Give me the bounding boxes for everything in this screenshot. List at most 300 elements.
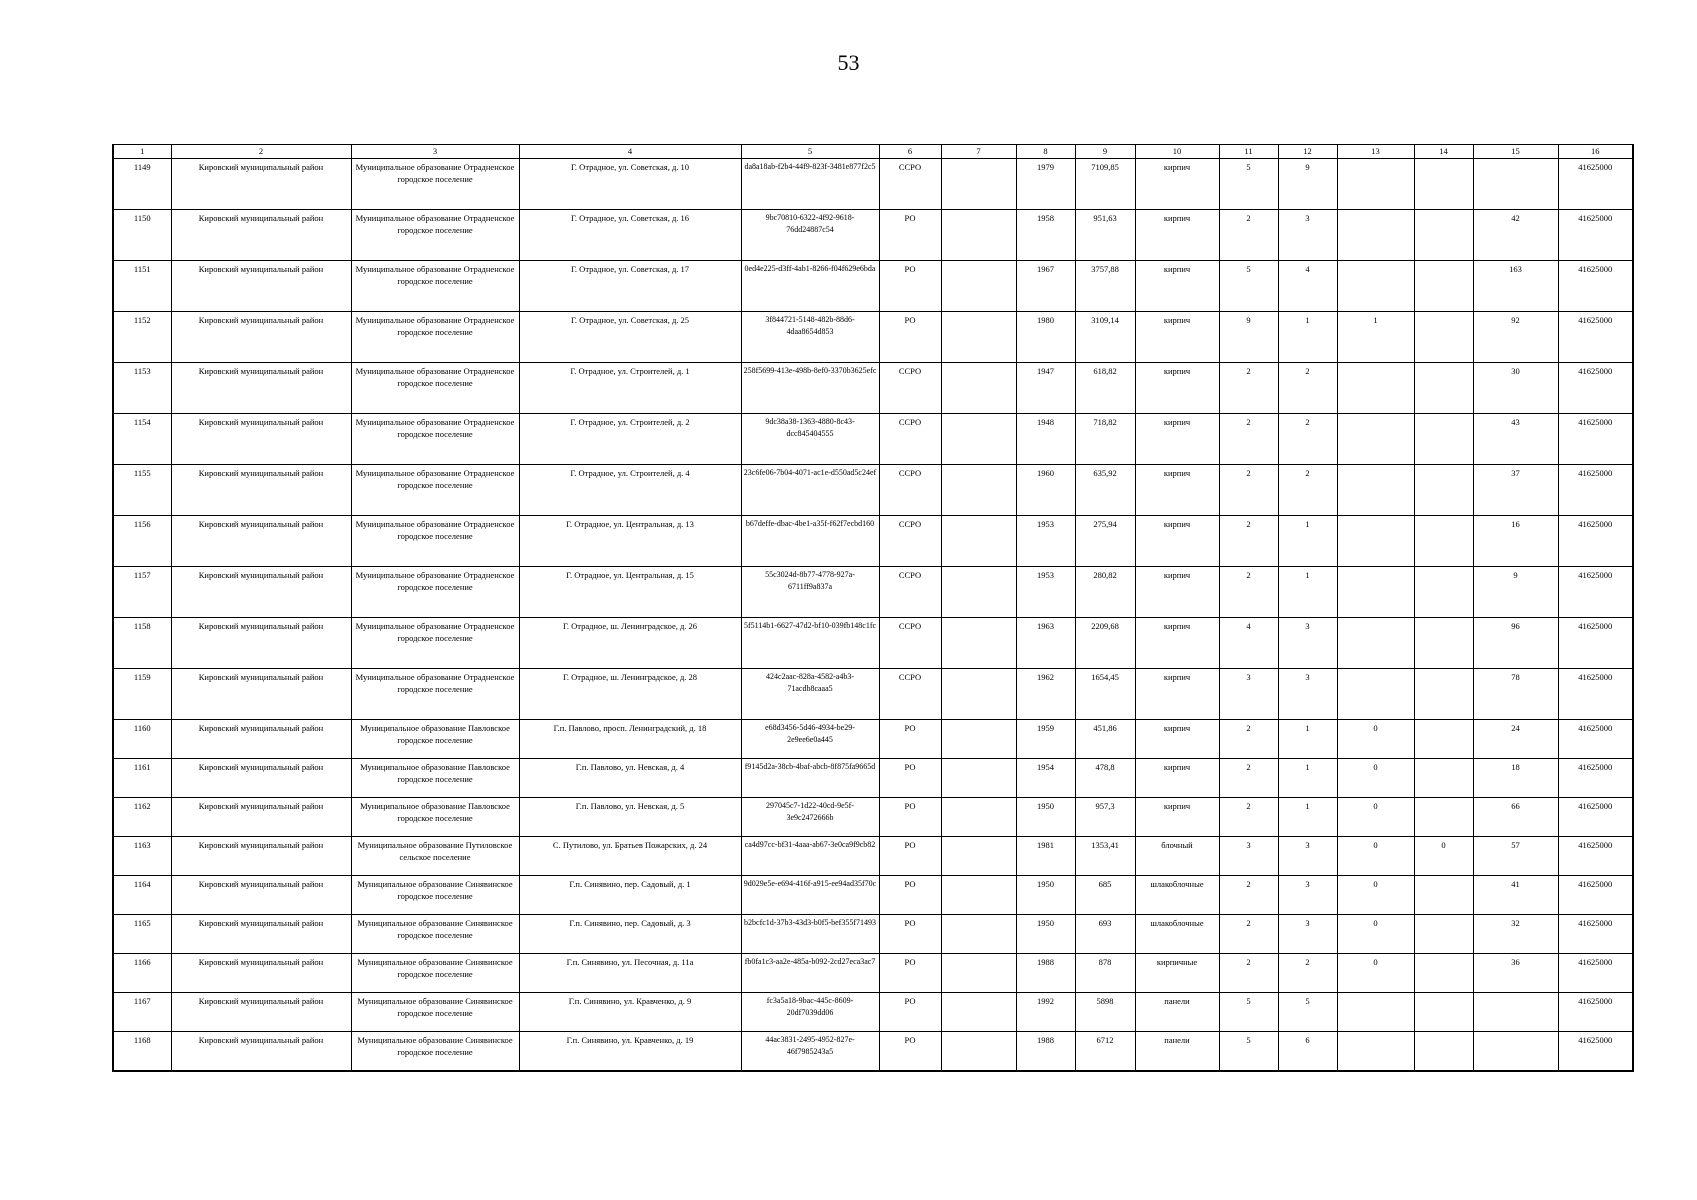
- cell-oktmo-code: 41625000: [1558, 837, 1633, 876]
- cell-oktmo-code: 41625000: [1558, 876, 1633, 915]
- cell-residents: 43: [1473, 414, 1558, 465]
- cell-municipality: Муниципальное образование Отрадненское городское поселение: [351, 669, 519, 720]
- cell-floors: 2: [1219, 876, 1278, 915]
- column-header: 5: [741, 145, 879, 159]
- cell-management-form: РО: [879, 915, 941, 954]
- cell-build-year: 1963: [1016, 618, 1075, 669]
- cell-area: 957,3: [1075, 798, 1135, 837]
- table-row: [113, 567, 1633, 618]
- cell-floors: 5: [1219, 261, 1278, 312]
- table-row: [113, 720, 1633, 759]
- cell-district: Кировский муниципальный район: [171, 516, 351, 567]
- cell-record-number: 1168: [113, 1032, 171, 1072]
- column-header: 16: [1558, 145, 1633, 159]
- cell-entrances: 1: [1278, 720, 1337, 759]
- cell-oktmo-code: 41625000: [1558, 465, 1633, 516]
- cell-address: Г. Отрадное, ул. Центральная, д. 13: [519, 516, 741, 567]
- cell-address: Г.п. Синявино, ул. Песочная, д. 11а: [519, 954, 741, 993]
- cell-oktmo-code: 41625000: [1558, 414, 1633, 465]
- cell-col-14: [1414, 312, 1473, 363]
- cell-municipality: Муниципальное образование Синявинское городское поселение: [351, 1032, 519, 1072]
- cell-wall-material: кирпичные: [1135, 954, 1219, 993]
- cell-residents: 42: [1473, 210, 1558, 261]
- cell-management-form: ССРО: [879, 363, 941, 414]
- cell-residents: 9: [1473, 567, 1558, 618]
- cell-area: 618,82: [1075, 363, 1135, 414]
- cell-col-7: [941, 798, 1016, 837]
- column-header: 6: [879, 145, 941, 159]
- cell-record-number: 1157: [113, 567, 171, 618]
- cell-oktmo-code: 41625000: [1558, 159, 1633, 210]
- cell-col-7: [941, 993, 1016, 1032]
- cell-house-guid: 23c6fe06-7b04-4071-ac1e-d550ad5c24ef: [741, 465, 879, 516]
- cell-area: 275,94: [1075, 516, 1135, 567]
- cell-floors: 2: [1219, 465, 1278, 516]
- cell-residents: [1473, 159, 1558, 210]
- cell-build-year: 1950: [1016, 876, 1075, 915]
- table-row: [113, 261, 1633, 312]
- cell-area: 5898: [1075, 993, 1135, 1032]
- column-header: 14: [1414, 145, 1473, 159]
- cell-residents: 57: [1473, 837, 1558, 876]
- cell-col-14: 0: [1414, 837, 1473, 876]
- cell-col-7: [941, 618, 1016, 669]
- cell-col-14: [1414, 915, 1473, 954]
- cell-oktmo-code: 41625000: [1558, 798, 1633, 837]
- cell-residents: 41: [1473, 876, 1558, 915]
- cell-house-guid: 44ac3831-2495-4952-827e-46f7985243a5: [741, 1032, 879, 1072]
- column-header: 10: [1135, 145, 1219, 159]
- cell-build-year: 1988: [1016, 954, 1075, 993]
- cell-col-14: [1414, 669, 1473, 720]
- cell-record-number: 1159: [113, 669, 171, 720]
- cell-district: Кировский муниципальный район: [171, 465, 351, 516]
- cell-col-14: [1414, 876, 1473, 915]
- cell-floors: 5: [1219, 1032, 1278, 1072]
- column-header: 7: [941, 145, 1016, 159]
- cell-district: Кировский муниципальный район: [171, 1032, 351, 1072]
- cell-floors: 4: [1219, 618, 1278, 669]
- cell-district: Кировский муниципальный район: [171, 798, 351, 837]
- cell-wall-material: кирпич: [1135, 720, 1219, 759]
- cell-management-form: РО: [879, 954, 941, 993]
- cell-entrances: 2: [1278, 414, 1337, 465]
- cell-management-form: РО: [879, 993, 941, 1032]
- cell-area: 7109,85: [1075, 159, 1135, 210]
- cell-house-guid: 297045c7-1d22-40cd-9e5f-3e9c2472666b: [741, 798, 879, 837]
- cell-management-form: РО: [879, 837, 941, 876]
- cell-floors: 3: [1219, 669, 1278, 720]
- cell-col-7: [941, 210, 1016, 261]
- cell-municipality: Муниципальное образование Отрадненское городское поселение: [351, 567, 519, 618]
- cell-build-year: 1953: [1016, 567, 1075, 618]
- cell-municipality: Муниципальное образование Отрадненское городское поселение: [351, 261, 519, 312]
- cell-col-13: [1337, 363, 1414, 414]
- column-header: 15: [1473, 145, 1558, 159]
- cell-residents: 24: [1473, 720, 1558, 759]
- cell-col-14: [1414, 993, 1473, 1032]
- cell-col-13: 0: [1337, 837, 1414, 876]
- cell-build-year: 1950: [1016, 798, 1075, 837]
- table-row: [113, 618, 1633, 669]
- cell-wall-material: кирпич: [1135, 312, 1219, 363]
- cell-oktmo-code: 41625000: [1558, 759, 1633, 798]
- cell-build-year: 1953: [1016, 516, 1075, 567]
- cell-address: Г.п. Павлово, ул. Невская, д. 4: [519, 759, 741, 798]
- cell-municipality: Муниципальное образование Путиловское сельское поселение: [351, 837, 519, 876]
- cell-build-year: 1950: [1016, 915, 1075, 954]
- cell-col-7: [941, 414, 1016, 465]
- cell-record-number: 1154: [113, 414, 171, 465]
- cell-wall-material: панели: [1135, 993, 1219, 1032]
- cell-address: Г. Отрадное, ул. Советская, д. 17: [519, 261, 741, 312]
- cell-management-form: ССРО: [879, 516, 941, 567]
- cell-district: Кировский муниципальный район: [171, 837, 351, 876]
- cell-residents: 37: [1473, 465, 1558, 516]
- cell-oktmo-code: 41625000: [1558, 1032, 1633, 1072]
- cell-municipality: Муниципальное образование Павловское городское поселение: [351, 798, 519, 837]
- cell-entrances: 3: [1278, 837, 1337, 876]
- cell-address: Г. Отрадное, ш. Ленинградское, д. 26: [519, 618, 741, 669]
- cell-col-7: [941, 465, 1016, 516]
- cell-address: Г. Отрадное, ул. Центральная, д. 15: [519, 567, 741, 618]
- cell-entrances: 3: [1278, 210, 1337, 261]
- column-header: 2: [171, 145, 351, 159]
- cell-house-guid: 55c3024d-8b77-4778-927a-6711ff9a837a: [741, 567, 879, 618]
- cell-management-form: РО: [879, 210, 941, 261]
- cell-district: Кировский муниципальный район: [171, 915, 351, 954]
- table-row: [113, 798, 1633, 837]
- cell-floors: 2: [1219, 954, 1278, 993]
- cell-record-number: 1162: [113, 798, 171, 837]
- table-row: [113, 414, 1633, 465]
- cell-wall-material: кирпич: [1135, 759, 1219, 798]
- cell-house-guid: 9d029e5e-e694-416f-a915-ee94ad35f70c: [741, 876, 879, 915]
- cell-management-form: РО: [879, 312, 941, 363]
- cell-municipality: Муниципальное образование Синявинское городское поселение: [351, 954, 519, 993]
- cell-municipality: Муниципальное образование Синявинское городское поселение: [351, 876, 519, 915]
- table-row: [113, 759, 1633, 798]
- cell-build-year: 1962: [1016, 669, 1075, 720]
- cell-entrances: 1: [1278, 798, 1337, 837]
- cell-residents: 163: [1473, 261, 1558, 312]
- cell-house-guid: 258f5699-413e-498b-8ef0-3370b3625efc: [741, 363, 879, 414]
- cell-col-13: 1: [1337, 312, 1414, 363]
- cell-district: Кировский муниципальный район: [171, 567, 351, 618]
- cell-floors: 5: [1219, 993, 1278, 1032]
- cell-entrances: 3: [1278, 669, 1337, 720]
- cell-oktmo-code: 41625000: [1558, 261, 1633, 312]
- table-row: [113, 159, 1633, 210]
- cell-wall-material: кирпич: [1135, 567, 1219, 618]
- cell-col-7: [941, 915, 1016, 954]
- cell-record-number: 1160: [113, 720, 171, 759]
- cell-floors: 2: [1219, 567, 1278, 618]
- cell-municipality: Муниципальное образование Синявинское городское поселение: [351, 993, 519, 1032]
- cell-entrances: 1: [1278, 312, 1337, 363]
- cell-col-14: [1414, 759, 1473, 798]
- cell-wall-material: кирпич: [1135, 261, 1219, 312]
- cell-management-form: ССРО: [879, 618, 941, 669]
- cell-residents: [1473, 993, 1558, 1032]
- cell-address: Г.п. Синявино, пер. Садовый, д. 1: [519, 876, 741, 915]
- table-row: [113, 915, 1633, 954]
- cell-wall-material: кирпич: [1135, 669, 1219, 720]
- cell-residents: 92: [1473, 312, 1558, 363]
- cell-entrances: 1: [1278, 759, 1337, 798]
- cell-col-14: [1414, 567, 1473, 618]
- cell-municipality: Муниципальное образование Отрадненское городское поселение: [351, 363, 519, 414]
- cell-col-13: 0: [1337, 876, 1414, 915]
- cell-house-guid: fb0fa1c3-aa2e-485a-b092-2cd27eca3ac7: [741, 954, 879, 993]
- cell-address: С. Путилово, ул. Братьев Пожарских, д. 24: [519, 837, 741, 876]
- cell-district: Кировский муниципальный район: [171, 618, 351, 669]
- column-header: 3: [351, 145, 519, 159]
- cell-area: 635,92: [1075, 465, 1135, 516]
- cell-col-13: [1337, 159, 1414, 210]
- cell-area: 478,8: [1075, 759, 1135, 798]
- cell-oktmo-code: 41625000: [1558, 312, 1633, 363]
- cell-col-7: [941, 261, 1016, 312]
- cell-address: Г.п. Синявино, ул. Кравченко, д. 9: [519, 993, 741, 1032]
- table-row: [113, 210, 1633, 261]
- column-header: 9: [1075, 145, 1135, 159]
- cell-address: Г. Отрадное, ул. Строителей, д. 2: [519, 414, 741, 465]
- cell-oktmo-code: 41625000: [1558, 993, 1633, 1032]
- cell-col-7: [941, 363, 1016, 414]
- cell-floors: 2: [1219, 915, 1278, 954]
- column-header: 1: [113, 145, 171, 159]
- cell-district: Кировский муниципальный район: [171, 159, 351, 210]
- cell-municipality: Муниципальное образование Отрадненское городское поселение: [351, 210, 519, 261]
- cell-management-form: ССРО: [879, 159, 941, 210]
- cell-wall-material: кирпич: [1135, 516, 1219, 567]
- cell-col-13: [1337, 414, 1414, 465]
- cell-wall-material: кирпич: [1135, 618, 1219, 669]
- cell-address: Г.п. Павлово, ул. Невская, д. 5: [519, 798, 741, 837]
- cell-house-guid: 424c2aac-828a-4582-a4b3-71acdb8caaa5: [741, 669, 879, 720]
- cell-residents: 16: [1473, 516, 1558, 567]
- cell-house-guid: 0ed4e225-d3ff-4ab1-8266-f04f629e6bda: [741, 261, 879, 312]
- cell-floors: 2: [1219, 363, 1278, 414]
- cell-district: Кировский муниципальный район: [171, 414, 351, 465]
- cell-area: 2209,68: [1075, 618, 1135, 669]
- cell-entrances: 6: [1278, 1032, 1337, 1072]
- cell-wall-material: кирпич: [1135, 159, 1219, 210]
- table-row: [113, 363, 1633, 414]
- cell-municipality: Муниципальное образование Отрадненское городское поселение: [351, 465, 519, 516]
- cell-municipality: Муниципальное образование Отрадненское городское поселение: [351, 516, 519, 567]
- cell-col-14: [1414, 465, 1473, 516]
- cell-area: 3757,88: [1075, 261, 1135, 312]
- cell-col-13: 0: [1337, 798, 1414, 837]
- cell-district: Кировский муниципальный район: [171, 759, 351, 798]
- cell-build-year: 1980: [1016, 312, 1075, 363]
- cell-residents: 66: [1473, 798, 1558, 837]
- cell-district: Кировский муниципальный район: [171, 210, 351, 261]
- cell-col-7: [941, 720, 1016, 759]
- cell-management-form: РО: [879, 261, 941, 312]
- cell-residents: [1473, 1032, 1558, 1072]
- cell-municipality: Муниципальное образование Отрадненское городское поселение: [351, 618, 519, 669]
- cell-col-13: 0: [1337, 720, 1414, 759]
- column-header: 13: [1337, 145, 1414, 159]
- cell-oktmo-code: 41625000: [1558, 363, 1633, 414]
- cell-build-year: 1981: [1016, 837, 1075, 876]
- cell-residents: 18: [1473, 759, 1558, 798]
- cell-build-year: 1959: [1016, 720, 1075, 759]
- cell-entrances: 5: [1278, 993, 1337, 1032]
- cell-municipality: Муниципальное образование Отрадненское городское поселение: [351, 159, 519, 210]
- cell-municipality: Муниципальное образование Павловское городское поселение: [351, 759, 519, 798]
- cell-house-guid: e68d3456-5d46-4934-be29-2e9ee6e0a445: [741, 720, 879, 759]
- cell-build-year: 1967: [1016, 261, 1075, 312]
- table-row: [113, 669, 1633, 720]
- cell-col-7: [941, 876, 1016, 915]
- cell-residents: 36: [1473, 954, 1558, 993]
- cell-address: Г.п. Синявино, ул. Кравченко, д. 19: [519, 1032, 741, 1072]
- cell-house-guid: 3f844721-5148-482b-88d6-4daa8654d853: [741, 312, 879, 363]
- cell-record-number: 1151: [113, 261, 171, 312]
- cell-area: 3109,14: [1075, 312, 1135, 363]
- cell-municipality: Муниципальное образование Отрадненское городское поселение: [351, 312, 519, 363]
- table-row: [113, 837, 1633, 876]
- cell-management-form: РО: [879, 798, 941, 837]
- cell-area: 685: [1075, 876, 1135, 915]
- housing-registry-table: [112, 144, 1634, 1072]
- column-header: 4: [519, 145, 741, 159]
- cell-house-guid: ca4d97cc-bf31-4aaa-ab67-3e0ca9f9cb82: [741, 837, 879, 876]
- table-row: [113, 516, 1633, 567]
- cell-col-14: [1414, 798, 1473, 837]
- cell-management-form: ССРО: [879, 669, 941, 720]
- cell-floors: 9: [1219, 312, 1278, 363]
- cell-address: Г. Отрадное, ул. Советская, д. 25: [519, 312, 741, 363]
- header-row: [113, 145, 1633, 159]
- cell-build-year: 1948: [1016, 414, 1075, 465]
- cell-record-number: 1152: [113, 312, 171, 363]
- cell-wall-material: кирпич: [1135, 414, 1219, 465]
- cell-house-guid: 9dc38a38-1363-4880-8c43-dcc845404555: [741, 414, 879, 465]
- cell-floors: 2: [1219, 210, 1278, 261]
- cell-wall-material: блочный: [1135, 837, 1219, 876]
- cell-residents: 96: [1473, 618, 1558, 669]
- cell-house-guid: da8a18ab-f2b4-44f9-823f-3481e877f2c5: [741, 159, 879, 210]
- cell-management-form: ССРО: [879, 567, 941, 618]
- cell-oktmo-code: 41625000: [1558, 618, 1633, 669]
- cell-house-guid: f9145d2a-38cb-4baf-abcb-8f875fa9665d: [741, 759, 879, 798]
- cell-record-number: 1150: [113, 210, 171, 261]
- cell-record-number: 1163: [113, 837, 171, 876]
- cell-wall-material: кирпич: [1135, 363, 1219, 414]
- cell-wall-material: кирпич: [1135, 465, 1219, 516]
- cell-build-year: 1958: [1016, 210, 1075, 261]
- cell-entrances: 1: [1278, 567, 1337, 618]
- cell-col-14: [1414, 1032, 1473, 1072]
- cell-record-number: 1149: [113, 159, 171, 210]
- cell-record-number: 1153: [113, 363, 171, 414]
- cell-oktmo-code: 41625000: [1558, 669, 1633, 720]
- cell-management-form: РО: [879, 720, 941, 759]
- cell-district: Кировский муниципальный район: [171, 312, 351, 363]
- cell-col-14: [1414, 414, 1473, 465]
- cell-record-number: 1166: [113, 954, 171, 993]
- cell-management-form: ССРО: [879, 465, 941, 516]
- cell-col-14: [1414, 159, 1473, 210]
- cell-management-form: РО: [879, 876, 941, 915]
- cell-area: 718,82: [1075, 414, 1135, 465]
- cell-col-7: [941, 1032, 1016, 1072]
- cell-build-year: 1960: [1016, 465, 1075, 516]
- cell-col-7: [941, 567, 1016, 618]
- cell-area: 1654,45: [1075, 669, 1135, 720]
- cell-district: Кировский муниципальный район: [171, 993, 351, 1032]
- cell-municipality: Муниципальное образование Отрадненское городское поселение: [351, 414, 519, 465]
- cell-col-7: [941, 516, 1016, 567]
- cell-district: Кировский муниципальный район: [171, 363, 351, 414]
- cell-wall-material: шлакоблочные: [1135, 915, 1219, 954]
- cell-address: Г. Отрадное, ш. Ленинградское, д. 28: [519, 669, 741, 720]
- cell-management-form: РО: [879, 1032, 941, 1072]
- cell-record-number: 1155: [113, 465, 171, 516]
- cell-record-number: 1161: [113, 759, 171, 798]
- cell-district: Кировский муниципальный район: [171, 720, 351, 759]
- cell-oktmo-code: 41625000: [1558, 567, 1633, 618]
- cell-area: 951,63: [1075, 210, 1135, 261]
- cell-build-year: 1979: [1016, 159, 1075, 210]
- cell-address: Г. Отрадное, ул. Советская, д. 16: [519, 210, 741, 261]
- cell-area: 693: [1075, 915, 1135, 954]
- cell-entrances: 3: [1278, 876, 1337, 915]
- cell-wall-material: кирпич: [1135, 798, 1219, 837]
- table-row: [113, 465, 1633, 516]
- cell-house-guid: fc3a5a18-9bac-445c-8609-20df7039dd06: [741, 993, 879, 1032]
- cell-entrances: 2: [1278, 465, 1337, 516]
- cell-build-year: 1947: [1016, 363, 1075, 414]
- cell-floors: 3: [1219, 837, 1278, 876]
- cell-entrances: 3: [1278, 618, 1337, 669]
- cell-col-13: [1337, 618, 1414, 669]
- cell-oktmo-code: 41625000: [1558, 954, 1633, 993]
- cell-address: Г. Отрадное, ул. Строителей, д. 4: [519, 465, 741, 516]
- cell-col-13: [1337, 210, 1414, 261]
- cell-address: Г. Отрадное, ул. Советская, д. 10: [519, 159, 741, 210]
- cell-municipality: Муниципальное образование Синявинское городское поселение: [351, 915, 519, 954]
- cell-management-form: ССРО: [879, 414, 941, 465]
- cell-col-7: [941, 837, 1016, 876]
- cell-area: 6712: [1075, 1032, 1135, 1072]
- cell-col-13: [1337, 993, 1414, 1032]
- table-row: [113, 876, 1633, 915]
- cell-col-7: [941, 669, 1016, 720]
- cell-floors: 5: [1219, 159, 1278, 210]
- cell-col-13: [1337, 669, 1414, 720]
- cell-col-13: [1337, 261, 1414, 312]
- cell-area: 280,82: [1075, 567, 1135, 618]
- cell-entrances: 2: [1278, 363, 1337, 414]
- cell-col-14: [1414, 720, 1473, 759]
- cell-floors: 2: [1219, 720, 1278, 759]
- cell-record-number: 1164: [113, 876, 171, 915]
- cell-oktmo-code: 41625000: [1558, 516, 1633, 567]
- cell-record-number: 1167: [113, 993, 171, 1032]
- cell-district: Кировский муниципальный район: [171, 261, 351, 312]
- cell-district: Кировский муниципальный район: [171, 876, 351, 915]
- table-row: [113, 312, 1633, 363]
- cell-area: 451,86: [1075, 720, 1135, 759]
- cell-col-14: [1414, 954, 1473, 993]
- cell-entrances: 3: [1278, 915, 1337, 954]
